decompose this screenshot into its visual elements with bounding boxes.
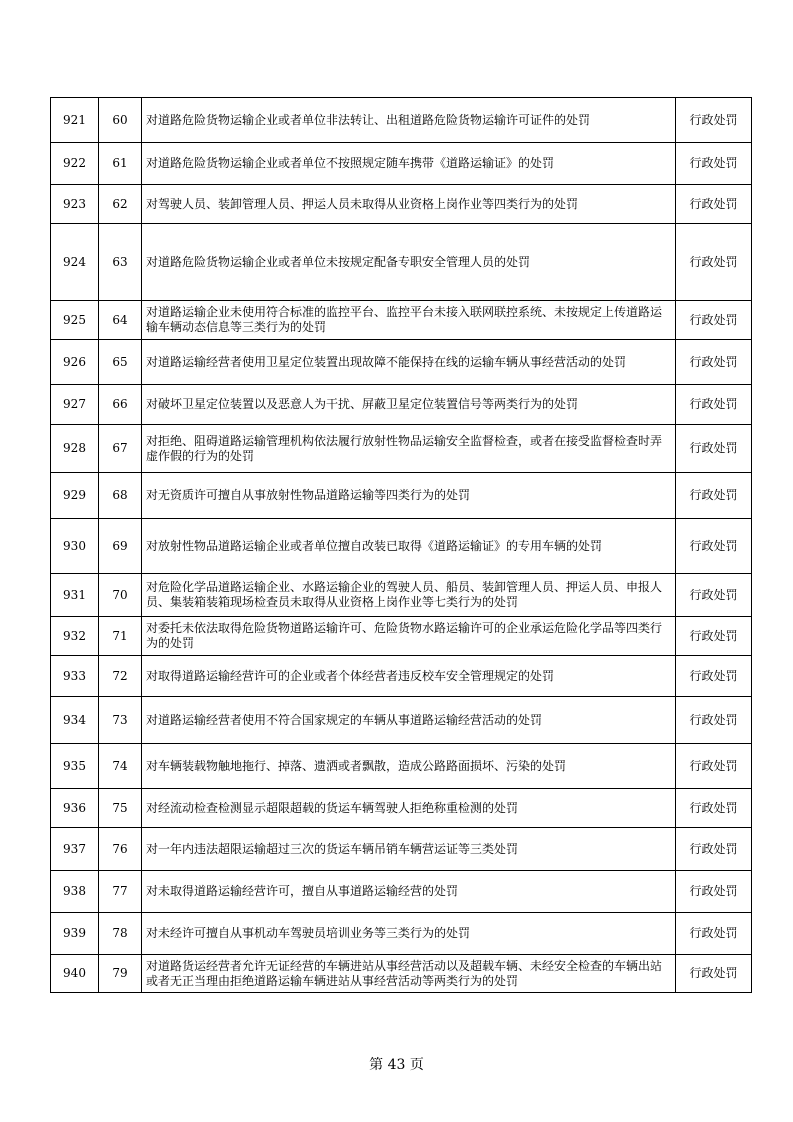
row-seq-cell: 935 bbox=[51, 744, 99, 789]
table-row bbox=[51, 828, 752, 871]
row-item-name-cell: 对无资质许可擅自从事放射性物品道路运输等四类行为的处罚 bbox=[142, 473, 676, 519]
table-row bbox=[51, 871, 752, 913]
row-item-type-cell: 行政处罚 bbox=[676, 955, 752, 993]
table-row bbox=[51, 574, 752, 617]
row-sub-seq-cell: 67 bbox=[99, 425, 142, 473]
row-sub-seq-cell: 69 bbox=[99, 519, 142, 574]
table-row bbox=[51, 519, 752, 574]
row-sub-seq-cell: 66 bbox=[99, 385, 142, 425]
row-seq-cell: 933 bbox=[51, 656, 99, 697]
table-row bbox=[51, 301, 752, 340]
row-item-name-cell: 对委托未依法取得危险货物道路运输许可、危险货物水路运输许可的企业承运危险化学品等四类行为的处罚 bbox=[142, 617, 676, 656]
row-sub-seq-cell: 61 bbox=[99, 143, 142, 185]
table-row bbox=[51, 744, 752, 789]
row-item-name-cell: 对车辆装载物触地拖行、掉落、遗洒或者飘散，造成公路路面损坏、污染的处罚 bbox=[142, 744, 676, 789]
table-row bbox=[51, 385, 752, 425]
row-seq-cell: 936 bbox=[51, 789, 99, 828]
row-item-type-cell: 行政处罚 bbox=[676, 744, 752, 789]
row-item-name-cell: 对道路危险货物运输企业或者单位非法转让、出租道路危险货物运输许可证件的处罚 bbox=[142, 98, 676, 143]
row-item-name-cell: 对未取得道路运输经营许可，擅自从事道路运输经营的处罚 bbox=[142, 871, 676, 913]
row-item-type-cell: 行政处罚 bbox=[676, 224, 752, 301]
row-item-type-cell: 行政处罚 bbox=[676, 656, 752, 697]
table-row bbox=[51, 913, 752, 955]
row-sub-seq-cell: 63 bbox=[99, 224, 142, 301]
row-sub-seq-cell: 70 bbox=[99, 574, 142, 617]
row-sub-seq-cell: 65 bbox=[99, 340, 142, 385]
row-item-name-cell: 对道路运输经营者使用不符合国家规定的车辆从事道路运输经营活动的处罚 bbox=[142, 697, 676, 744]
row-item-type-cell: 行政处罚 bbox=[676, 617, 752, 656]
row-sub-seq-cell: 71 bbox=[99, 617, 142, 656]
row-item-type-cell: 行政处罚 bbox=[676, 340, 752, 385]
row-sub-seq-cell: 75 bbox=[99, 789, 142, 828]
row-seq-cell: 934 bbox=[51, 697, 99, 744]
row-item-type-cell: 行政处罚 bbox=[676, 519, 752, 574]
items-table-body bbox=[51, 98, 752, 993]
row-item-type-cell: 行政处罚 bbox=[676, 425, 752, 473]
page-footer bbox=[0, 1054, 793, 1074]
row-sub-seq-cell: 76 bbox=[99, 828, 142, 871]
row-sub-seq-cell: 60 bbox=[99, 98, 142, 143]
table-row bbox=[51, 789, 752, 828]
table-row bbox=[51, 143, 752, 185]
row-item-name-cell: 对未经许可擅自从事机动车驾驶员培训业务等三类行为的处罚 bbox=[142, 913, 676, 955]
row-sub-seq-cell: 77 bbox=[99, 871, 142, 913]
row-item-name-cell: 对危险化学品道路运输企业、水路运输企业的驾驶人员、船员、装卸管理人员、押运人员、申报人员、集装箱装箱现场检查员未取得从业资格上岗作业等七类行为的处罚 bbox=[142, 574, 676, 617]
row-item-type-cell: 行政处罚 bbox=[676, 143, 752, 185]
row-seq-cell: 925 bbox=[51, 301, 99, 340]
row-seq-cell: 931 bbox=[51, 574, 99, 617]
row-sub-seq-cell: 79 bbox=[99, 955, 142, 993]
row-seq-cell: 926 bbox=[51, 340, 99, 385]
row-item-name-cell: 对拒绝、阻碍道路运输管理机构依法履行放射性物品运输安全监督检查，或者在接受监督检查时弄虚作假的行为的处罚 bbox=[142, 425, 676, 473]
row-item-type-cell: 行政处罚 bbox=[676, 871, 752, 913]
table-row bbox=[51, 656, 752, 697]
row-item-name-cell: 对驾驶人员、装卸管理人员、押运人员未取得从业资格上岗作业等四类行为的处罚 bbox=[142, 185, 676, 224]
row-sub-seq-cell: 62 bbox=[99, 185, 142, 224]
table-row bbox=[51, 340, 752, 385]
row-item-type-cell: 行政处罚 bbox=[676, 828, 752, 871]
row-sub-seq-cell: 73 bbox=[99, 697, 142, 744]
row-item-name-cell: 对道路运输经营者使用卫星定位装置出现故障不能保持在线的运输车辆从事经营活动的处罚 bbox=[142, 340, 676, 385]
row-item-type-cell: 行政处罚 bbox=[676, 98, 752, 143]
row-item-name-cell: 对破坏卫星定位装置以及恶意人为干扰、屏蔽卫星定位装置信号等两类行为的处罚 bbox=[142, 385, 676, 425]
table-row bbox=[51, 697, 752, 744]
row-seq-cell: 929 bbox=[51, 473, 99, 519]
row-item-type-cell: 行政处罚 bbox=[676, 913, 752, 955]
table-row bbox=[51, 617, 752, 656]
row-sub-seq-cell: 72 bbox=[99, 656, 142, 697]
row-sub-seq-cell: 78 bbox=[99, 913, 142, 955]
row-item-type-cell: 行政处罚 bbox=[676, 301, 752, 340]
row-item-type-cell: 行政处罚 bbox=[676, 697, 752, 744]
row-seq-cell: 930 bbox=[51, 519, 99, 574]
row-seq-cell: 932 bbox=[51, 617, 99, 656]
row-seq-cell: 924 bbox=[51, 224, 99, 301]
row-seq-cell: 923 bbox=[51, 185, 99, 224]
items-table bbox=[50, 97, 752, 993]
row-sub-seq-cell: 68 bbox=[99, 473, 142, 519]
row-item-type-cell: 行政处罚 bbox=[676, 574, 752, 617]
row-item-name-cell: 对放射性物品道路运输企业或者单位擅自改装已取得《道路运输证》的专用车辆的处罚 bbox=[142, 519, 676, 574]
row-seq-cell: 940 bbox=[51, 955, 99, 993]
row-item-type-cell: 行政处罚 bbox=[676, 385, 752, 425]
row-sub-seq-cell: 74 bbox=[99, 744, 142, 789]
row-seq-cell: 928 bbox=[51, 425, 99, 473]
row-item-name-cell: 对道路运输企业未使用符合标准的监控平台、监控平台未接入联网联控系统、未按规定上传道路运输车辆动态信息等三类行为的处罚 bbox=[142, 301, 676, 340]
row-seq-cell: 921 bbox=[51, 98, 99, 143]
table-row bbox=[51, 98, 752, 143]
row-item-type-cell: 行政处罚 bbox=[676, 473, 752, 519]
row-item-name-cell: 对取得道路运输经营许可的企业或者个体经营者违反校车安全管理规定的处罚 bbox=[142, 656, 676, 697]
row-item-name-cell: 对经流动检查检测显示超限超载的货运车辆驾驶人拒绝称重检测的处罚 bbox=[142, 789, 676, 828]
row-item-name-cell: 对道路危险货物运输企业或者单位不按照规定随车携带《道路运输证》的处罚 bbox=[142, 143, 676, 185]
table-row bbox=[51, 224, 752, 301]
row-seq-cell: 938 bbox=[51, 871, 99, 913]
row-seq-cell: 937 bbox=[51, 828, 99, 871]
row-seq-cell: 922 bbox=[51, 143, 99, 185]
page-number: 第 43 页 bbox=[369, 1057, 424, 1073]
row-item-type-cell: 行政处罚 bbox=[676, 185, 752, 224]
table-row bbox=[51, 185, 752, 224]
table-row bbox=[51, 955, 752, 993]
row-item-name-cell: 对道路危险货物运输企业或者单位未按规定配备专职安全管理人员的处罚 bbox=[142, 224, 676, 301]
table-row bbox=[51, 473, 752, 519]
row-seq-cell: 927 bbox=[51, 385, 99, 425]
row-sub-seq-cell: 64 bbox=[99, 301, 142, 340]
row-seq-cell: 939 bbox=[51, 913, 99, 955]
row-item-name-cell: 对一年内违法超限运输超过三次的货运车辆吊销车辆营运证等三类处罚 bbox=[142, 828, 676, 871]
table-row bbox=[51, 425, 752, 473]
row-item-type-cell: 行政处罚 bbox=[676, 789, 752, 828]
row-item-name-cell: 对道路货运经营者允许无证经营的车辆进站从事经营活动以及超载车辆、未经安全检查的车辆出站或者无正当理由拒绝道路运输车辆进站从事经营活动等两类行为的处罚 bbox=[142, 955, 676, 993]
